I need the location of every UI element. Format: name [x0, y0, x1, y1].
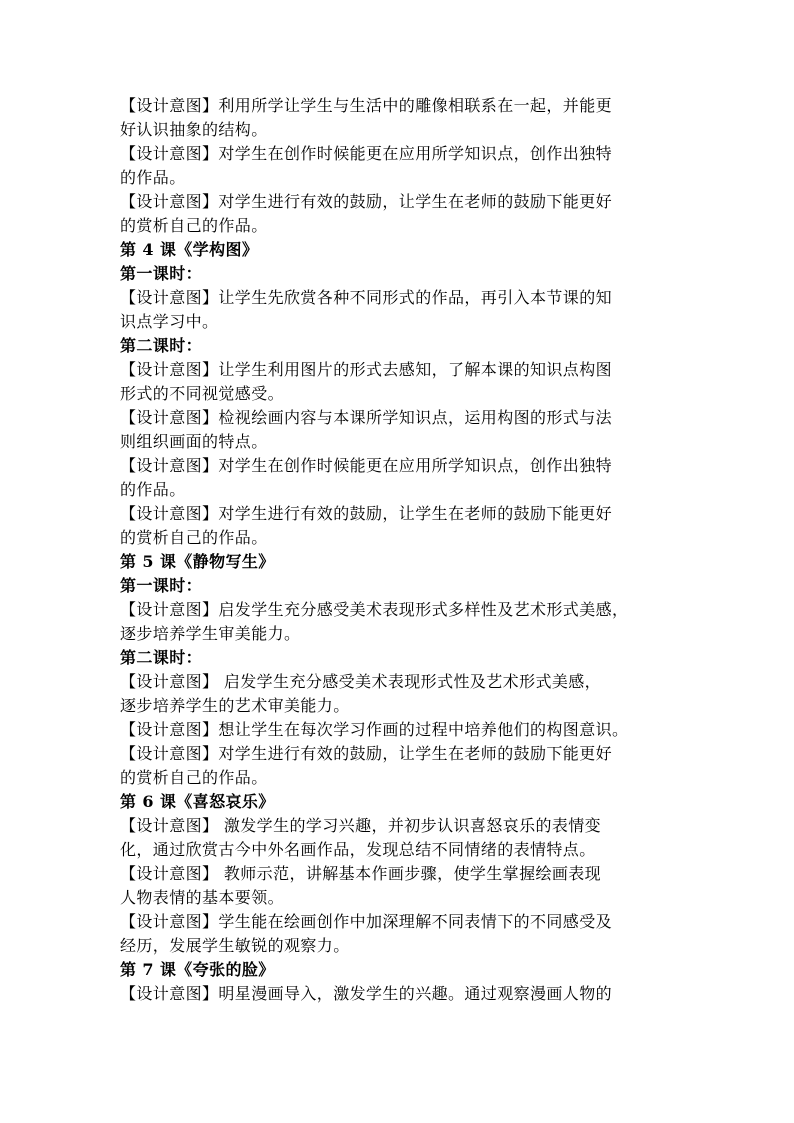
paragraph-line: 【设计意图】学生能在绘画创作中加深理解不同表情下的不同感受及 — [120, 912, 613, 931]
paragraph-line: 的赏析自己的作品。 — [120, 768, 268, 787]
paragraph-line: 【设计意图】让学生先欣赏各种不同形式的作品，再引入本节课的知 — [120, 288, 613, 307]
paragraph-line: 【设计意图】对学生进行有效的鼓励，让学生在老师的鼓励下能更好 — [120, 192, 613, 211]
paragraph-line: 则组织画面的特点。 — [120, 432, 268, 451]
section-heading: 第一课时： — [120, 264, 203, 283]
paragraph-line: 逐步培养学生审美能力。 — [120, 624, 301, 643]
section-heading: 第 6 课《喜怒哀乐》 — [120, 792, 275, 811]
paragraph-line: 【设计意图】检视绘画内容与本课所学知识点，运用构图的形式与法 — [120, 408, 613, 427]
paragraph-line: 人物表情的基本要领。 — [120, 888, 285, 907]
paragraph-line: 【设计意图】对学生在创作时候能更在应用所学知识点，创作出独特 — [120, 456, 613, 475]
paragraph-line: 的赏析自己的作品。 — [120, 528, 268, 547]
paragraph-line: 【设计意图】利用所学让学生与生活中的雕像相联系在一起，并能更 — [120, 96, 613, 115]
paragraph-line: 的作品。 — [120, 168, 186, 187]
document-page — [120, 94, 680, 1006]
section-heading: 第 7 课《夸张的脸》 — [120, 960, 275, 979]
paragraph-line: 识点学习中。 — [120, 312, 219, 331]
paragraph-line: 经历，发展学生敏锐的观察力。 — [120, 936, 350, 955]
paragraph-line: 【设计意图】 启发学生充分感受美术表现形式性及艺术形式美感， — [120, 672, 602, 691]
paragraph-line: 【设计意图】对学生进行有效的鼓励，让学生在老师的鼓励下能更好 — [120, 744, 613, 763]
paragraph-line: 【设计意图】启发学生充分感受美术表现形式多样性及艺术形式美感， — [120, 600, 629, 619]
paragraph-line: 的作品。 — [120, 480, 186, 499]
paragraph-line: 【设计意图】 激发学生的学习兴趣，并初步认识喜怒哀乐的表情变 — [120, 816, 602, 835]
section-heading: 第二课时： — [120, 336, 203, 355]
paragraph-line: 形式的不同视觉感受。 — [120, 384, 285, 403]
section-heading: 第 4 课《学构图》 — [120, 240, 259, 259]
paragraph-line: 【设计意图】对学生进行有效的鼓励，让学生在老师的鼓励下能更好 — [120, 504, 613, 523]
section-heading: 第 5 课《静物写生》 — [120, 552, 275, 571]
section-heading: 第二课时： — [120, 648, 203, 667]
paragraph-line: 【设计意图】对学生在创作时候能更在应用所学知识点，创作出独特 — [120, 144, 613, 163]
paragraph-line: 的赏析自己的作品。 — [120, 216, 268, 235]
paragraph-line: 【设计意图】想让学生在每次学习作画的过程中培养他们的构图意识。 — [120, 720, 629, 739]
paragraph-line: 好认识抽象的结构。 — [120, 120, 268, 139]
paragraph-line: 【设计意图】让学生利用图片的形式去感知，了解本课的知识点构图 — [120, 360, 613, 379]
section-heading: 第一课时： — [120, 576, 203, 595]
paragraph-line: 【设计意图】 教师示范，讲解基本作画步骤，使学生掌握绘画表现 — [120, 864, 602, 883]
paragraph-line: 化，通过欣赏古今中外名画作品，发现总结不同情绪的表情特点。 — [120, 840, 596, 859]
paragraph-line: 逐步培养学生的艺术审美能力。 — [120, 696, 350, 715]
paragraph-line: 【设计意图】明星漫画导入，激发学生的兴趣。通过观察漫画人物的 — [120, 984, 613, 1003]
